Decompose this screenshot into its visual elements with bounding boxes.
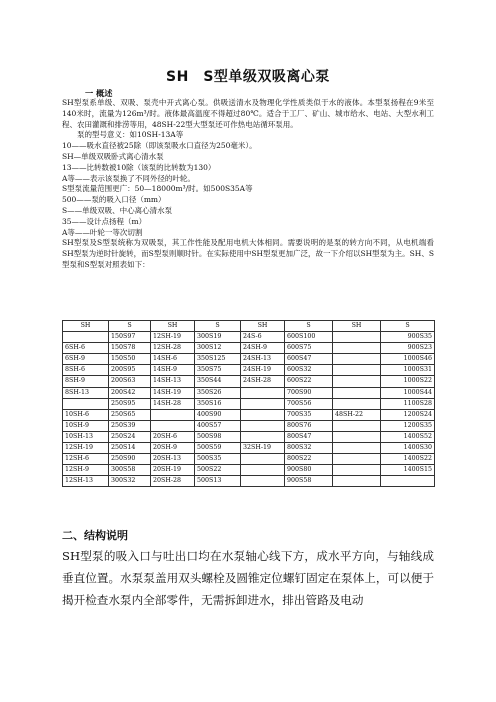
table-row: [63, 420, 435, 431]
table-cell: 150S97: [109, 332, 151, 343]
table-cell: 6SH-6: [63, 343, 109, 354]
table-cell: [333, 343, 381, 354]
table-cell: 8SH-13: [63, 387, 109, 398]
table-cell: 48SH-22: [333, 409, 381, 420]
table-cell: [241, 476, 285, 487]
column-header: S: [285, 321, 333, 332]
table-row: [63, 409, 435, 420]
table-cell: 400S90: [195, 409, 241, 420]
table-row: [63, 354, 435, 365]
table-cell: 1000S46: [381, 354, 435, 365]
column-header: SH: [241, 321, 285, 332]
table-cell: 14SH-19: [151, 387, 195, 398]
table-cell: 500S13: [195, 476, 241, 487]
table-cell: [333, 398, 381, 409]
paragraph: 10——吸水直径被25除（即该泵吸水口直径为250毫米）。: [62, 141, 257, 151]
table-cell: [241, 387, 285, 398]
table-cell: 600S75: [285, 343, 333, 354]
table-cell: 8SH-9: [63, 376, 109, 387]
table-row: [63, 465, 435, 476]
table-cell: 1400S15: [381, 465, 435, 476]
table-cell: [333, 354, 381, 365]
paragraph: 泵的型号意义：如10SH-13A等: [77, 130, 184, 140]
column-header: S: [195, 321, 241, 332]
table-cell: 12SH-28: [151, 343, 195, 354]
table-cell: 20SH-9: [151, 443, 195, 454]
table-cell: [151, 420, 195, 431]
table-cell: 200S95: [109, 365, 151, 376]
table-cell: [151, 409, 195, 420]
table-cell: 20SH-6: [151, 431, 195, 442]
table-cell: 800S22: [285, 454, 333, 465]
table-cell: 24S-6: [241, 332, 285, 343]
table-cell: 350S26: [195, 387, 241, 398]
table-cell: [333, 376, 381, 387]
table-cell: 20SH-19: [151, 465, 195, 476]
table-row: [63, 476, 435, 487]
table-row: [63, 454, 435, 465]
table-cell: 350S44: [195, 376, 241, 387]
table-body: [63, 332, 435, 487]
paragraph: 500——泵的吸入口径（mm）: [62, 195, 166, 205]
table-cell: 150S78: [109, 343, 151, 354]
table-cell: 800S47: [285, 431, 333, 442]
table-row: [63, 398, 435, 409]
table-cell: [241, 454, 285, 465]
table-cell: [241, 398, 285, 409]
table-cell: [333, 420, 381, 431]
column-header: S: [381, 321, 435, 332]
document-title: SH S型单级双吸离心泵: [166, 69, 330, 85]
table-cell: [63, 398, 109, 409]
column-header: S: [109, 321, 151, 332]
table-cell: 14SH-9: [151, 365, 195, 376]
overview-body: [62, 98, 434, 271]
table-row: [63, 387, 435, 398]
table-cell: 600S32: [285, 365, 333, 376]
table-cell: 1400S52: [381, 431, 435, 442]
table-cell: [333, 332, 381, 343]
table-cell: 12SH-9: [63, 465, 109, 476]
section-heading-overview: 一 概述: [85, 88, 113, 98]
table-cell: 14SH-28: [151, 398, 195, 409]
table-cell: 900S80: [285, 465, 333, 476]
table-cell: 500S22: [195, 465, 241, 476]
table-cell: [333, 431, 381, 442]
table-row: [63, 443, 435, 454]
paragraph: SH型泵系单级、双吸、泵壳中开式离心泵。供吸送清水及物理化学性质类似于水的液体。本型泵扬程在9米至140米时，流量为126m³/时。液体最高温度不得超过80℃。适合于工厂、矿山、城市给水、电站、大型水利工程、农田灌溉和排涝等用，48SH-22型大型泵还可作热电站循环泵用。: [62, 98, 434, 129]
section-heading-structure: 二、结构说明: [62, 529, 128, 542]
paragraph: A等——表示该泵换了不同外径的叶轮。: [62, 173, 195, 183]
table-cell: 200S42: [109, 387, 151, 398]
table-cell: [63, 332, 109, 343]
table-cell: [333, 387, 381, 398]
table-cell: [241, 465, 285, 476]
table-cell: 250S24: [109, 431, 151, 442]
table-cell: 300S19: [195, 332, 241, 343]
table-cell: 200S63: [109, 376, 151, 387]
table-cell: [333, 454, 381, 465]
table-cell: 1200S35: [381, 420, 435, 431]
table-cell: 500S35: [195, 454, 241, 465]
structure-body: [62, 545, 434, 612]
paragraph: SH型泵的吸入口与吐出口均在水泵轴心线下方，成水平方向，与轴线成垂直位置。水泵泵盖用双头螺栓及圆锥定位螺钉固定在泵体上，可以便于揭开检查水泵内全部零件，无需拆卸进水，排出管路及电动: [62, 549, 434, 608]
table-cell: 300S58: [109, 465, 151, 476]
table-row: [63, 332, 435, 343]
table-cell: 900S35: [381, 332, 435, 343]
table-row: [63, 431, 435, 442]
table-cell: 1400S22: [381, 454, 435, 465]
paragraph: A等——叶轮一等次切割: [62, 227, 143, 237]
table-cell: 12SH-19: [63, 443, 109, 454]
column-header: SH: [63, 321, 109, 332]
table-cell: 24SH-13: [241, 354, 285, 365]
table-cell: 10SH-9: [63, 420, 109, 431]
table-cell: 12SH-19: [151, 332, 195, 343]
table-row: [63, 376, 435, 387]
table-cell: 600S22: [285, 376, 333, 387]
table-cell: 250S39: [109, 420, 151, 431]
table-row: [63, 343, 435, 354]
table-cell: [333, 476, 381, 487]
table-cell: 10SH-13: [63, 431, 109, 442]
table-cell: 1000S44: [381, 387, 435, 398]
table-cell: 24SH-28: [241, 376, 285, 387]
table-cell: 400S57: [195, 420, 241, 431]
paragraph: 35——设计点扬程（m）: [62, 216, 147, 226]
table-cell: 500S59: [195, 443, 241, 454]
table-cell: 20SH-28: [151, 476, 195, 487]
table-header-row: [63, 321, 435, 332]
table-cell: [333, 443, 381, 454]
table-cell: 1100S28: [381, 398, 435, 409]
table-cell: [333, 465, 381, 476]
column-header: SH: [333, 321, 381, 332]
paragraph: S——单级双吸、中心离心清水泵: [62, 205, 173, 215]
table-cell: 300S32: [109, 476, 151, 487]
table-cell: 12SH-6: [63, 454, 109, 465]
table-cell: 900S23: [381, 343, 435, 354]
table-row: [63, 365, 435, 376]
paragraph: SH型泵及S型泵统称为双吸泵，其工作性能及配用电机大体相同。需要说明的是泵的转方向不同，从电机端看SH型泵为逆时针旋转，而S型泵则顺时针。在实际使用中SH型泵更加广泛，故一下介绍以SH型泵为主。SH、S型泵和S型泵对照表如下：: [62, 238, 434, 269]
table-cell: 150S50: [109, 354, 151, 365]
table-cell: 600S100: [285, 332, 333, 343]
model-comparison-table: [62, 320, 435, 487]
table-cell: 24SH-9: [241, 343, 285, 354]
paragraph: 13——比转数被10除（该泵的比转数为130）: [62, 162, 216, 172]
table-cell: 250S95: [109, 398, 151, 409]
table-cell: 800S76: [285, 420, 333, 431]
table-cell: 600S47: [285, 354, 333, 365]
table-cell: 500S98: [195, 431, 241, 442]
table-cell: 32SH-19: [241, 443, 285, 454]
table-cell: 24SH-19: [241, 365, 285, 376]
table-cell: 700S90: [285, 387, 333, 398]
table-cell: 1000S22: [381, 376, 435, 387]
table-cell: 350S75: [195, 365, 241, 376]
table-cell: 1200S24: [381, 409, 435, 420]
table-cell: 250S90: [109, 454, 151, 465]
table-cell: 800S32: [285, 443, 333, 454]
table-cell: 20SH-13: [151, 454, 195, 465]
table-cell: 350S125: [195, 354, 241, 365]
table-cell: 10SH-6: [63, 409, 109, 420]
table-cell: 900S58: [285, 476, 333, 487]
table-cell: 350S16: [195, 398, 241, 409]
table-cell: 1000S31: [381, 365, 435, 376]
table-cell: [241, 409, 285, 420]
table-cell: 250S65: [109, 409, 151, 420]
table-cell: 1400S30: [381, 443, 435, 454]
paragraph: SH—单级双吸卧式离心清水泵: [62, 151, 164, 161]
table-cell: 700S56: [285, 398, 333, 409]
table-cell: 300S12: [195, 343, 241, 354]
table-cell: 6SH-9: [63, 354, 109, 365]
table-cell: 14SH-13: [151, 376, 195, 387]
table-cell: [333, 365, 381, 376]
table-cell: 8SH-6: [63, 365, 109, 376]
column-header: SH: [151, 321, 195, 332]
table-cell: 12SH-13: [63, 476, 109, 487]
table-cell: [381, 476, 435, 487]
table-cell: 14SH-6: [151, 354, 195, 365]
table-cell: [241, 420, 285, 431]
table-cell: 250S14: [109, 443, 151, 454]
paragraph: S型泵流量范围更广：50—18000m³/时。如500S35A等: [62, 184, 253, 194]
table-cell: [241, 431, 285, 442]
table-cell: 700S35: [285, 409, 333, 420]
